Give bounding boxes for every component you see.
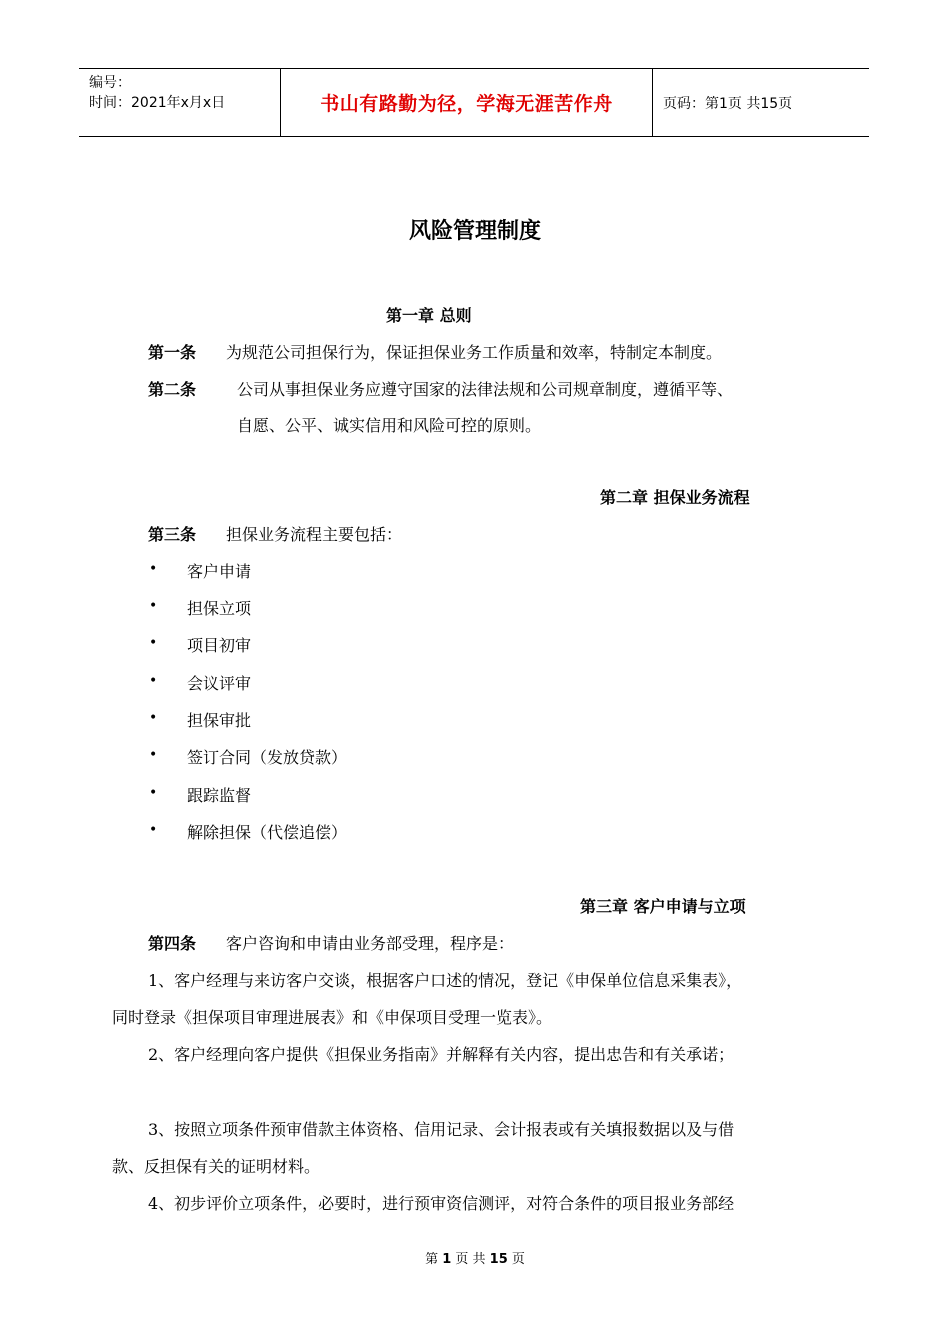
paragraph-3-line1: 3、按照立项条件预审借款主体资格、信用记录、会计报表或有关填报数据以及与借 [148, 1120, 735, 1139]
list-item: 签订合同（发放贷款） [187, 748, 348, 767]
article-3-text: 担保业务流程主要包括： [226, 525, 403, 544]
header-page-label: 页码：第1页 共15页 [663, 95, 793, 112]
document-time-label: 时间：2021年x月x日 [89, 95, 226, 111]
list-item: 项目初审 [187, 636, 252, 655]
article-4-text: 客户咨询和申请由业务部受理，程序是： [226, 934, 515, 953]
chapter-3-title: 第三章 客户申请与立项 [580, 897, 746, 916]
bullet-icon: • [149, 710, 158, 726]
footer-prefix: 第 [425, 1252, 443, 1267]
paragraph-1-line2: 同时登录《担保项目审理进展表》和《申保项目受理一览表》。 [112, 1008, 553, 1027]
paragraph-3-line2: 款、反担保有关的证明材料。 [112, 1157, 321, 1176]
article-2-label: 第二条 [148, 380, 197, 399]
bullet-icon: • [149, 673, 158, 689]
article-3-label: 第三条 [148, 525, 197, 544]
header-motto: 书山有路勤为径，学海无涯苦作舟 [281, 69, 653, 136]
footer-total-pages: 15 [489, 1252, 508, 1267]
footer-page-number: 1 [442, 1252, 452, 1267]
article-4-label: 第四条 [148, 934, 197, 953]
list-item: 会议评审 [187, 674, 252, 693]
page-footer [0, 1248, 950, 1267]
footer-middle: 页 共 [451, 1252, 490, 1267]
article-2-text-line1: 公司从事担保业务应遵守国家的法律法规和公司规章制度，遵循平等、 [237, 380, 734, 399]
bullet-icon: • [149, 785, 158, 801]
article-1-text: 为规范公司担保行为，保证担保业务工作质量和效率，特制定本制度。 [226, 343, 723, 362]
bullet-icon: • [149, 822, 158, 838]
paragraph-1-line1: 1、客户经理与来访客户交谈，根据客户口述的情况，登记《申保单位信息采集表》， [148, 971, 743, 990]
bullet-icon: • [149, 561, 158, 577]
bullet-icon: • [149, 598, 158, 614]
article-2-text-line2: 自愿、公平、诚实信用和风险可控的原则。 [237, 416, 542, 435]
list-item: 担保立项 [187, 599, 252, 618]
chapter-1-title: 第一章 总则 [386, 306, 472, 325]
list-item: 客户申请 [187, 562, 252, 581]
list-item: 跟踪监督 [187, 786, 252, 805]
document-title: 风险管理制度 [408, 219, 541, 244]
chapter-2-title: 第二章 担保业务流程 [600, 488, 750, 507]
list-item: 解除担保（代偿追偿） [187, 823, 348, 842]
bullet-icon: • [149, 635, 158, 651]
article-1-label: 第一条 [148, 343, 197, 362]
footer-suffix: 页 [507, 1252, 525, 1267]
header-meta [79, 69, 281, 136]
paragraph-2: 2、客户经理向客户提供《担保业务指南》并解释有关内容，提出忠告和有关承诺； [148, 1045, 735, 1064]
bullet-icon: • [149, 747, 158, 763]
page-header [79, 68, 869, 137]
document-number-label: 编号： [89, 75, 131, 91]
paragraph-4-line1: 4、初步评价立项条件，必要时，进行预审资信测评，对符合条件的项目报业务部经 [148, 1194, 735, 1213]
list-item: 担保审批 [187, 711, 252, 730]
